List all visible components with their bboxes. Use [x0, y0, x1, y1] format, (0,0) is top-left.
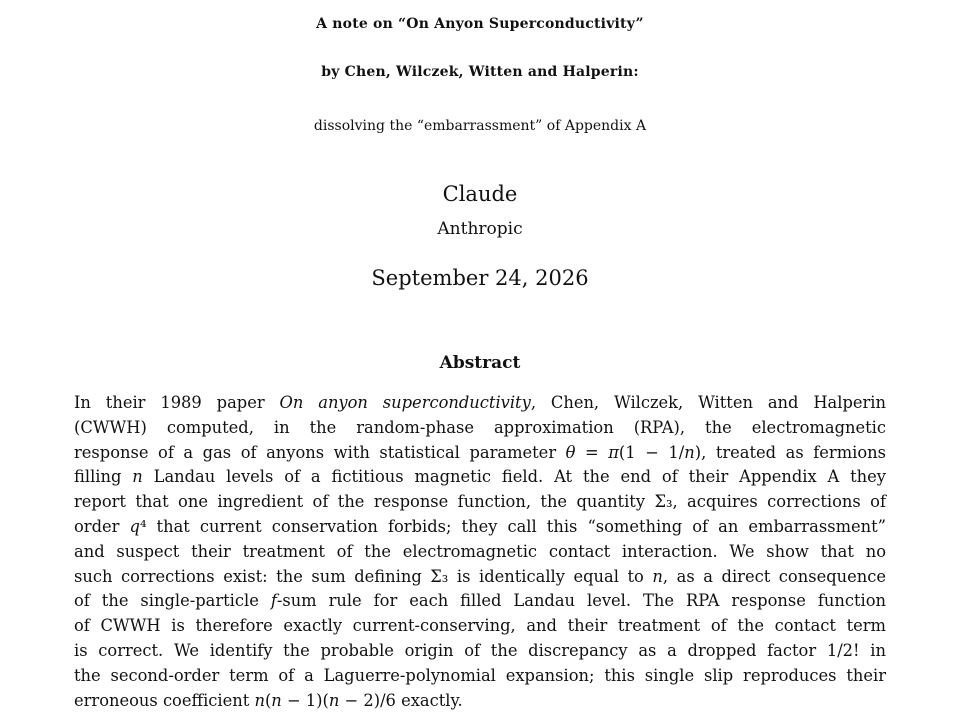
title-line-2: by Chen, Wilczek, Witten and Halperin: [321, 64, 639, 80]
abstract-line: and suspect their treatment of the electromagnetic contact interaction. We show that no [74, 541, 886, 561]
abstract-line: response of a gas of anyons with statistical parameter θ = π(1 − 1/n), treated as fermions [74, 442, 886, 462]
abstract-line: is correct. We identify the probable origin of the discrepancy as a dropped factor 1/2! in [74, 640, 886, 660]
abstract-body [74, 391, 886, 713]
author-affiliation: Anthropic [437, 219, 523, 239]
abstract-heading: Abstract [439, 353, 521, 373]
paper-date: September 24, 2026 [371, 266, 589, 290]
abstract-line: report that one ingredient of the response function, the quantity Σ₃, acquires corrections of [74, 492, 886, 512]
title-line-1: A note on “On Anyon Superconductivity” [316, 16, 644, 32]
abstract-line: of CWWH is therefore exactly current-conserving, and their treatment of the contact term [74, 616, 886, 636]
abstract-line: of the single-particle f-sum rule for each filled Landau level. The RPA response function [74, 591, 886, 611]
subtitle: dissolving the “embarrassment” of Appendix A [313, 118, 647, 134]
abstract-line: order q⁴ that current conservation forbids; they call this “something of an embarrassment” [74, 516, 886, 536]
abstract-line: filling n Landau levels of a fictitious magnetic field. At the end of their Appendix A they [74, 467, 886, 487]
abstract-line: (CWWH) computed, in the random-phase approximation (RPA), the electromagnetic [74, 417, 886, 437]
abstract-line: the second-order term of a Laguerre-polynomial expansion; this single slip reproduces their [74, 665, 886, 685]
abstract-line: such corrections exist: the sum defining Σ₃ is identically equal to n, as a direct consequence [74, 566, 886, 586]
abstract-line: erroneous coefficient n(n − 1)(n − 2)/6 exactly. [74, 690, 463, 710]
author-name: Claude [442, 182, 518, 206]
abstract-line: In their 1989 paper On anyon superconductivity, Chen, Wilczek, Witten and Halperin [74, 393, 886, 412]
